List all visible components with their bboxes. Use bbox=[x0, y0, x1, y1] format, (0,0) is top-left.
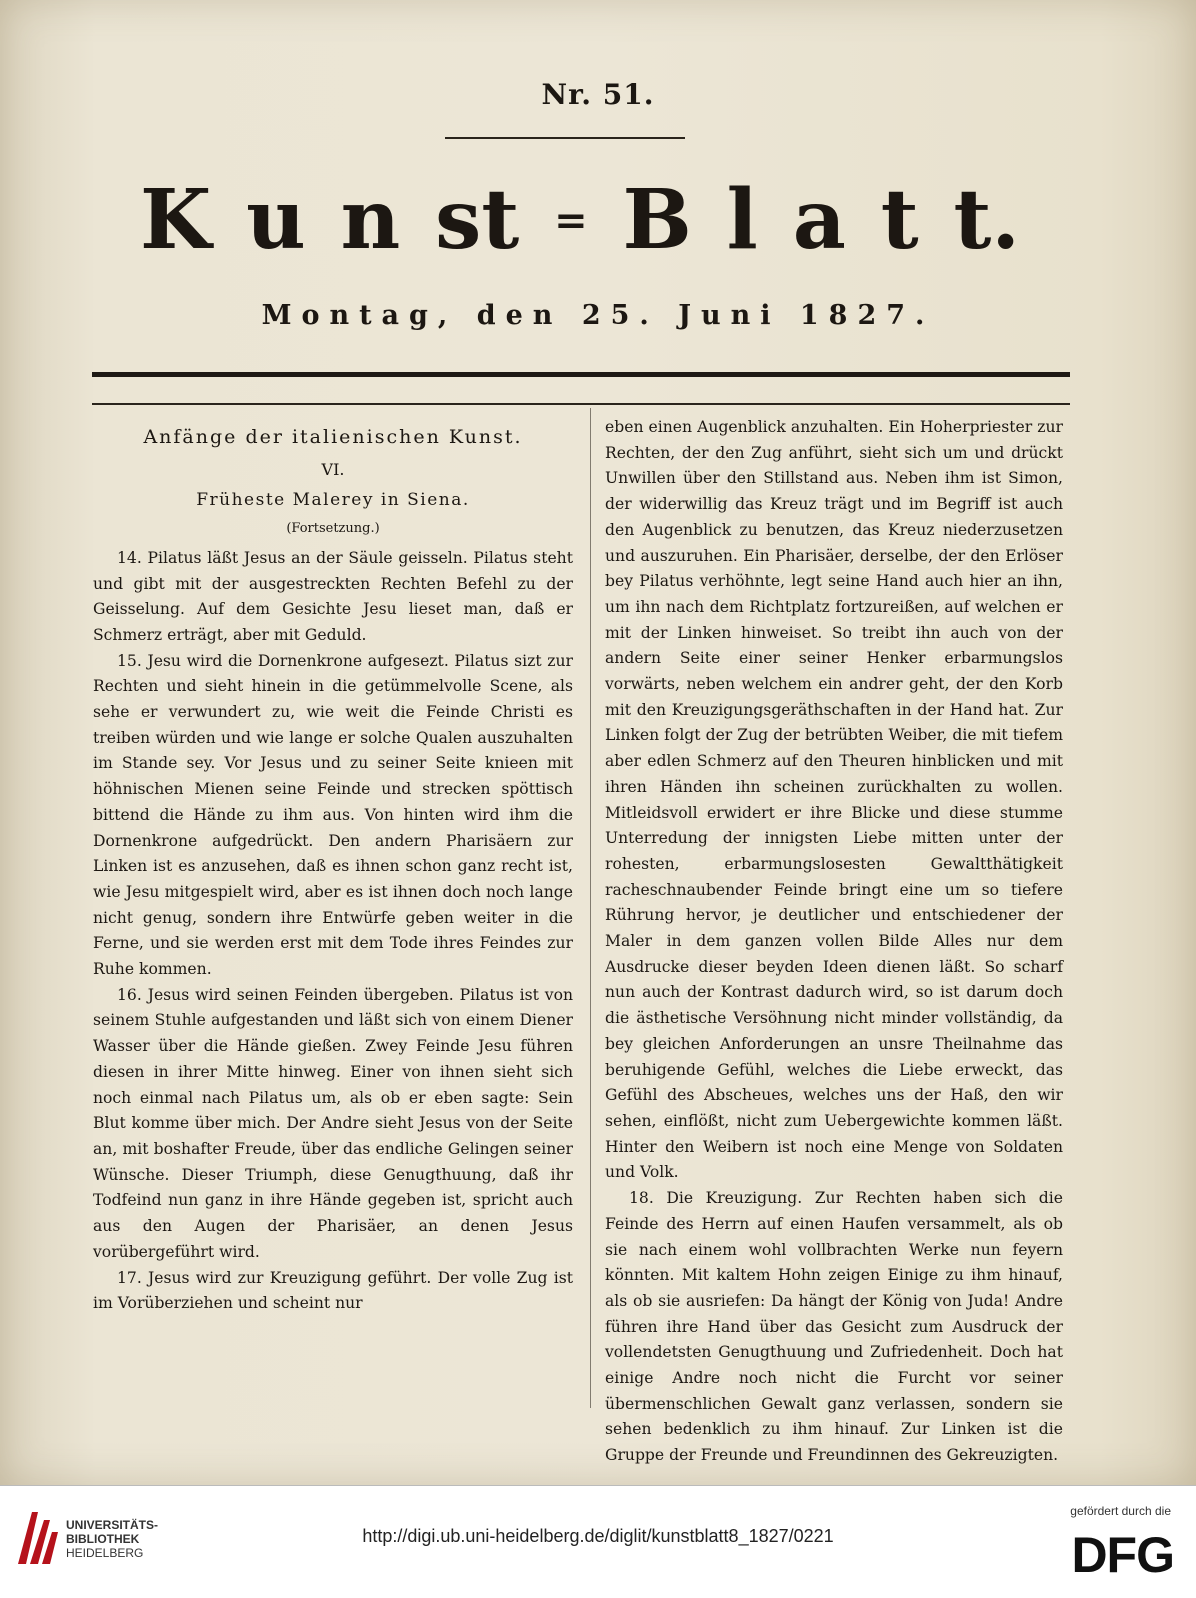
masthead-title bbox=[140, 170, 1020, 270]
paragraph-17-continued: eben einen Augenblick anzuhalten. Ein Hoherpriester zur Rechten, der den Zug anführt, sieht sich um und drückt Unwillen über den Stillstand aus. Neben ihm ist Simon, der widerwillig das Kreuz trägt und im Begriff ist auch den Augenblick zu benutzen, das Kreuz niederzusetzen und auszuruhen. Ein Pharisäer, derselbe, der den Erlöser bey Pilatus verhöhnte, legt seine Hand auch hier an ihn, um ihn nach dem Richtplatz fortzureißen, auf welchen er mit der Linken hinweiset. So treibt ihn auch von der andern Seite einer seiner Henker erbarmungslos vorwärts, neben welchem ein andrer geht, der den Korb mit den Kreuzigungsgeräthschaften in der Hand hat. Zur Linken folgt der Zug der betrübten Weiber, die mit tiefem aber edlen Schmerz auf den Theuren hinblicken und mit ihren Händen ihn scheinen zurückhalten zu wollen. Mitleidsvoll erwidert er ihre Blicke und diese stumme Unterredung der innigsten Liebe mitten unter der rohesten, erbarmungslosesten Gewaltthätigkeit racheschnaubender Feinde bringt eine um so tiefere Rührung hervor, je deutlicher und entschiedener der Maler in dem ganzen vollen Bilde Alles nur dem Ausdrucke dieser beyden Ideen dienen läßt. So scharf nun auch der Kontrast dadurch wird, so ist darum doch die ästhetische Versöhnung nicht minder vollständig, da bey gleichen Anforderungen an unsre Theilnahme das beruhigende Gefühl, welches die Liebe erweckt, das Gefühl des Abscheues, welches uns der Haß, den wir sehen, einflößt, nicht zum Uebergewichte kommen läßt. Hinter den Weibern ist noch eine Menge von Soldaten und Volk. bbox=[605, 418, 1063, 1182]
masthead-letter: B bbox=[622, 172, 692, 268]
continuation-note: (Fortsetzung.) bbox=[286, 521, 380, 537]
masthead-letter: t. bbox=[953, 172, 1020, 268]
paragraph-17: 17. Jesus wird zur Kreuzigung geführt. Der volle Zug ist im Vorüberziehen und scheint nur bbox=[93, 1268, 573, 1313]
dateline: Montag, den 25. Juni 1827. bbox=[261, 300, 935, 331]
thick-rule bbox=[92, 372, 1070, 377]
masthead-letter: st bbox=[435, 172, 520, 268]
masthead-letter: t bbox=[880, 172, 919, 268]
masthead-hyphen: = bbox=[554, 196, 588, 244]
footer-bar bbox=[0, 1485, 1196, 1598]
masthead-letter: a bbox=[792, 172, 846, 268]
funding-label: gefördert durch die bbox=[1070, 1504, 1171, 1518]
source-url-link[interactable]: http://digi.ub.uni-heidelberg.de/diglit/kunstblatt8_1827/0221 bbox=[362, 1526, 834, 1546]
part-number: VI. bbox=[321, 459, 345, 479]
paragraph-15: 15. Jesu wird die Dornenkrone aufgesezt. Pilatus sizt zur Rechten und sieht hinein in die getümmelvolle Scene, als sehe er verwundert zu, wie weit die Feinde Christi es treiben würden und wie lange er solche Qualen auszuhalten im Stande sey. Vor Jesus und zu seiner Seite knieen mit höhnischen Mienen seine Feinde und strecken spöttisch bittend die Hände zu ihm aus. Von hinten wird ihm die Dornenkrone aufgedrückt. Den andern Pharisäern zur Linken ist es anzusehen, daß es ihnen schon ganz recht ist, wie Jesu mitgespielt wird, aber es ist ihnen doch noch lange nicht genug, sondern ihre Entwürfe geben weiter in die Ferne, und sie werden erst mit dem Tode ihres Feindes zur Ruhe kommen. bbox=[93, 651, 573, 979]
masthead-letter: u bbox=[246, 172, 306, 268]
masthead-letter: n bbox=[340, 172, 401, 268]
dfg-logo: DFG bbox=[1071, 1527, 1174, 1583]
masthead-letter: K bbox=[140, 172, 212, 268]
thin-rule bbox=[92, 403, 1070, 405]
column-divider bbox=[590, 408, 591, 1408]
paragraph-18: 18. Die Kreuzigung. Zur Rechten haben sich die Feinde des Herrn auf einen Haufen versammelt, als ob sie nach einem wohl vollbrachten Werke nun feyern könnten. Mit kaltem Hohn zeigen Einige zu ihm hinauf, als ob sie ausriefen: Da hängt der König von Juda! Andre führen ihre Hand über das Gesicht zum Ausdruck der vollendetsten Genugthuung und Zufriedenheit. Doch hat einige Andre noch nicht die Furcht vor seiner übermenschlichen Gewalt ganz verlassen, sondern sie sehen bedenklich zu ihm hinauf. Zur Linken ist die Gruppe der Freunde und Freundinnen des Gekreuzigten. bbox=[605, 1189, 1063, 1465]
library-name-line: HEIDELBERG bbox=[66, 1546, 144, 1560]
article-subheading: Früheste Malerey in Siena. bbox=[196, 490, 470, 511]
short-rule bbox=[445, 137, 685, 139]
right-column bbox=[605, 415, 1063, 1469]
library-name-line: BIBLIOTHEK bbox=[66, 1532, 140, 1546]
masthead-letter: l bbox=[726, 172, 758, 268]
paragraph-16: 16. Jesus wird seinen Feinden übergeben. Pilatus ist von seinem Stuhle aufgestanden und läßt sich von einem Diener Wasser über die Hände gießen. Zwey Feinde Jesu führen diesen in ihrer Mitte hinweg. Einer von ihnen sieht sich noch einmal nach Pilatus um, als ob er eben sagte: Sein Blut komme über mich. Der Andre sieht Jesus von der Seite an, mit boshafter Freude, über das endliche Gelingen seiner Wünsche. Dieser Triumph, diese Genugthuung, daß ihr Todfeind nun ganz in ihre Hände gegeben ist, spricht auch aus den Augen der Pharisäer, an denen Jesus vorübergeführt wird. bbox=[93, 985, 573, 1261]
article-heading: Anfänge der italienischen Kunst. bbox=[143, 426, 523, 448]
issue-number: Nr. 51. bbox=[541, 78, 655, 111]
left-column bbox=[93, 415, 573, 1317]
paragraph-14: 14. Pilatus läßt Jesus an der Säule geisseln. Pilatus steht und gibt mit der ausgestreckten Rechten Befehl zu der Geisselung. Auf dem Gesichte Jesu lieset man, daß er Schmerz erträgt, aber mit Geduld. bbox=[93, 548, 573, 644]
library-name-line: UNIVERSITÄTS- bbox=[66, 1518, 159, 1532]
